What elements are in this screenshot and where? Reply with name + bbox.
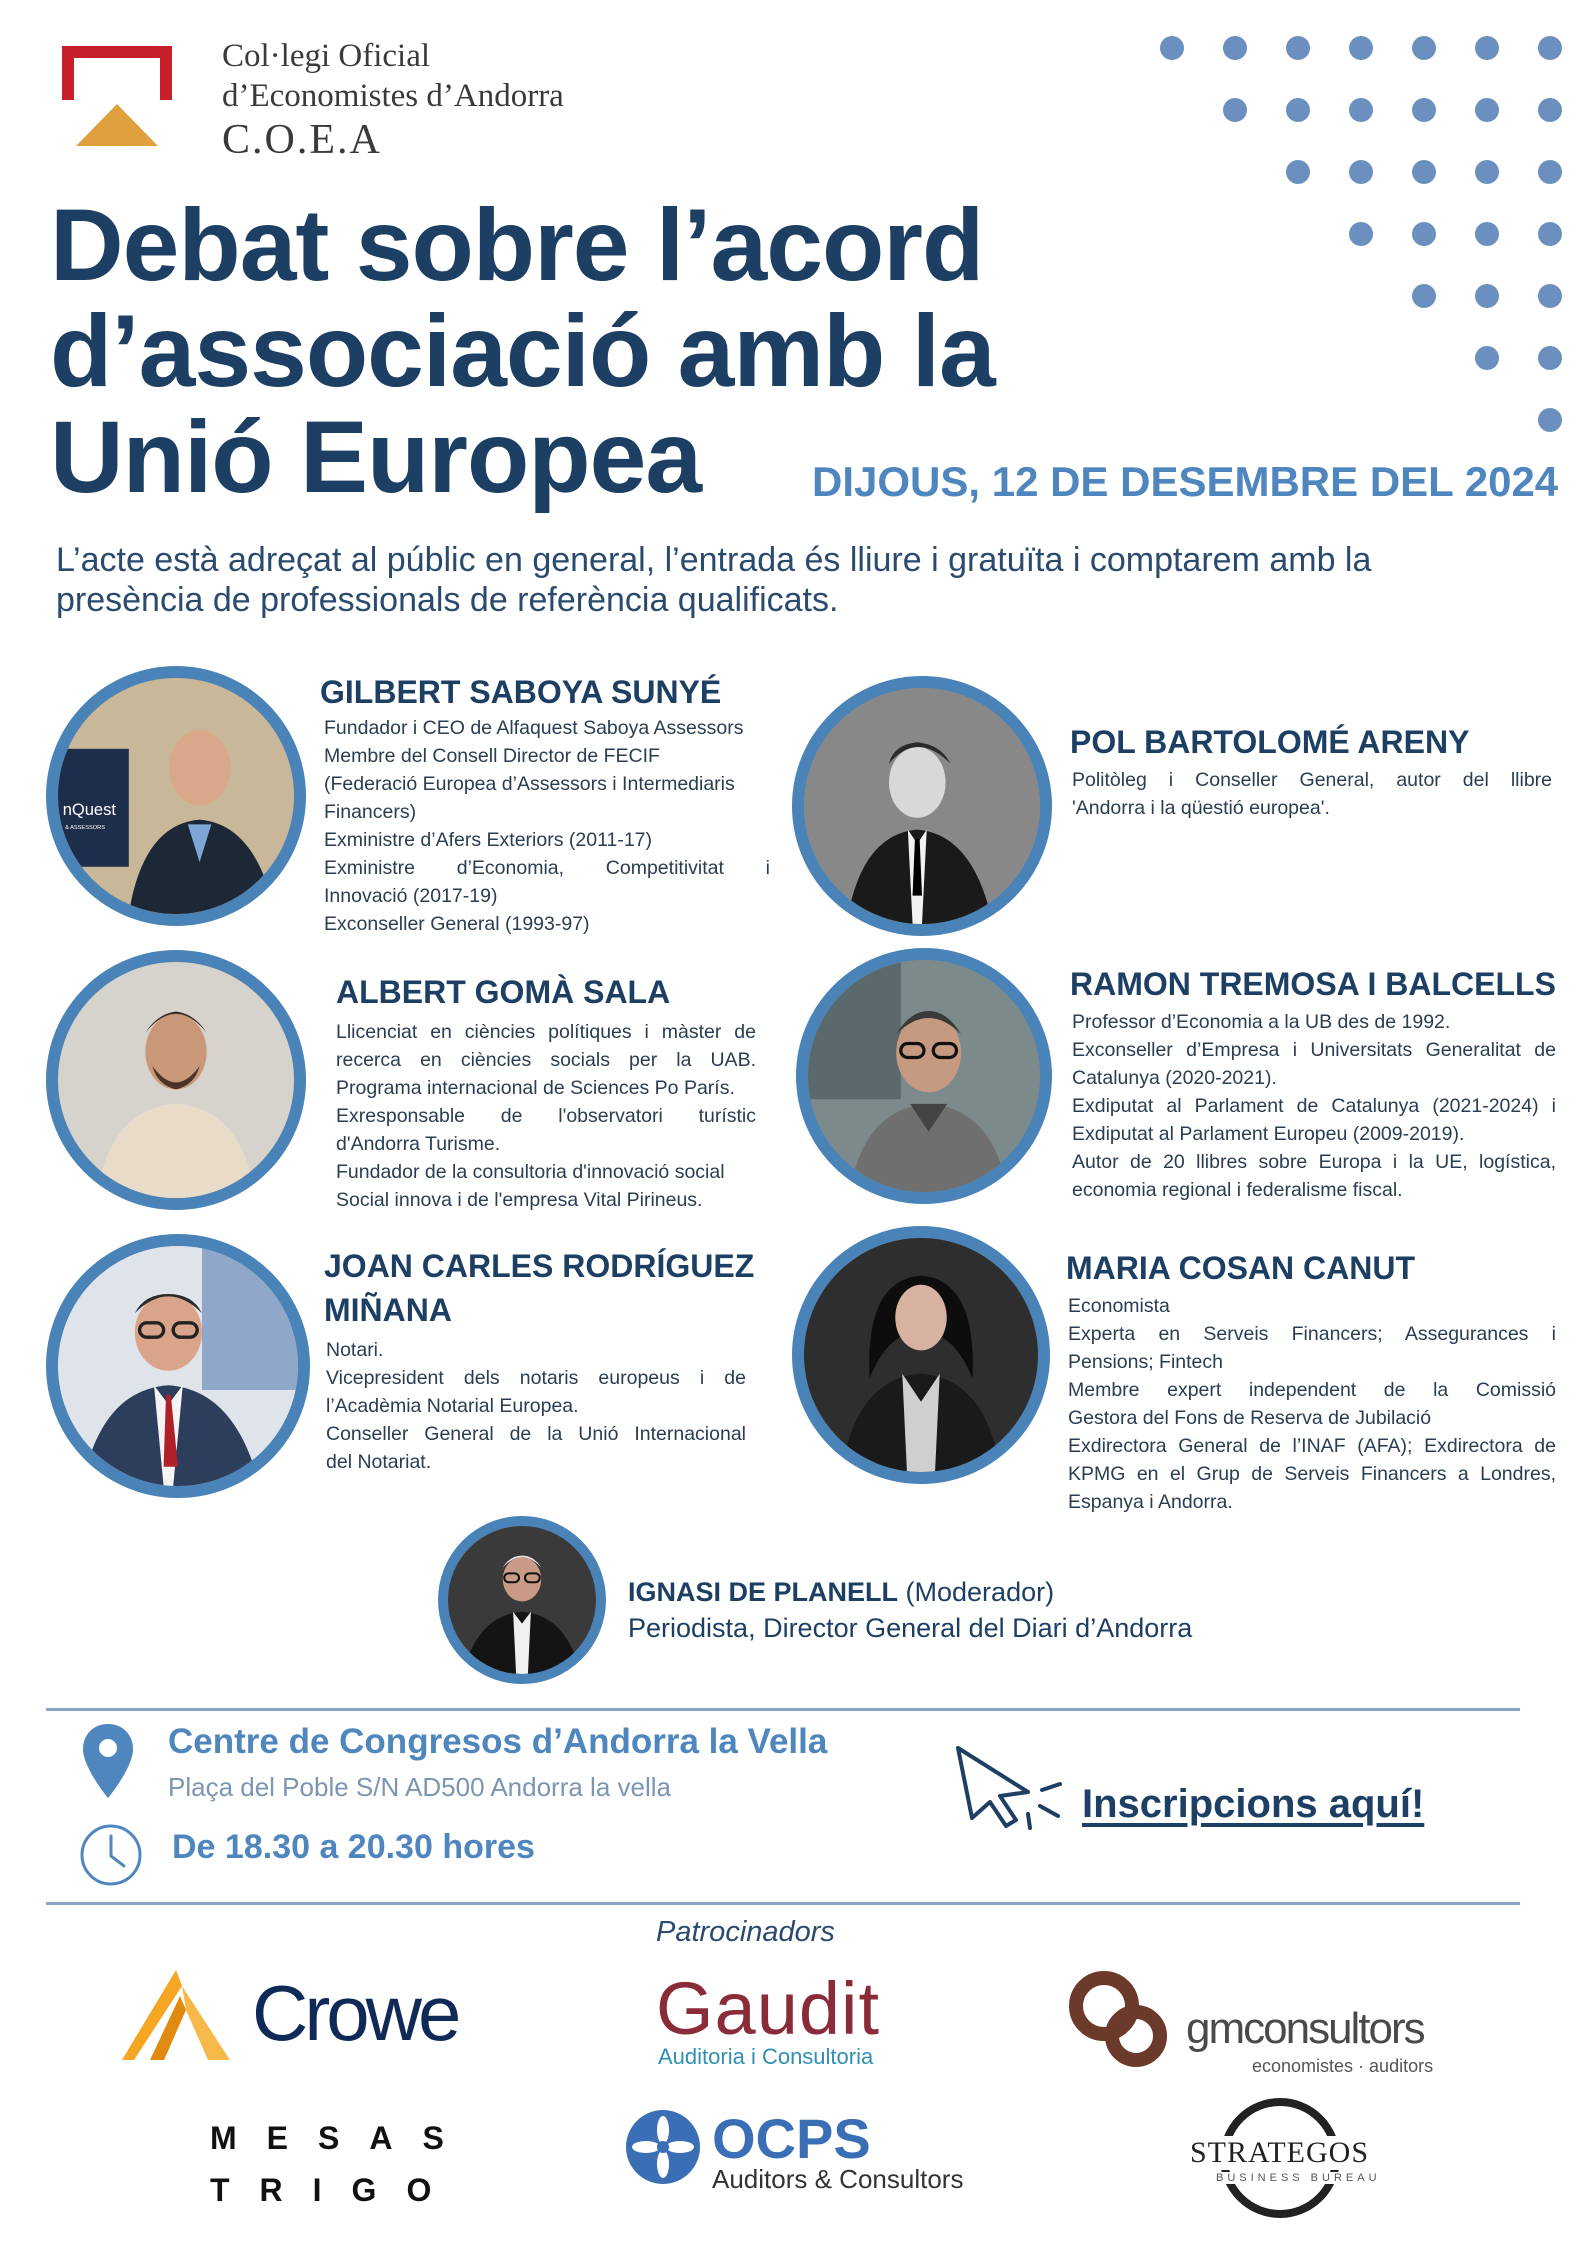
dot	[1538, 222, 1562, 246]
bio-line: Innovació (2017-19)	[324, 885, 498, 907]
dot	[1538, 98, 1562, 122]
speaker-name-joan-carles	[324, 1244, 754, 1332]
speaker-bio-joan-carles	[326, 1336, 746, 1476]
sponsor-ocps-tagline: Auditors & Consultors	[712, 2164, 964, 2194]
coea-logo-text	[222, 36, 564, 164]
photo-banner-text: nQuest	[62, 800, 116, 819]
location-pin-icon	[80, 1722, 136, 1800]
sponsor-gaudit-tagline: Auditoria i Consultoria	[658, 2044, 874, 2069]
bio-line: Programa internacional de Sciences Po París.	[336, 1077, 735, 1099]
speaker-name-pol: POL BARTOLOMÉ ARENY	[1070, 724, 1470, 760]
org-name-line1: Col·legi Oficial	[222, 38, 431, 74]
speaker-bio-pol	[1072, 766, 1552, 822]
dot	[1475, 98, 1499, 122]
bio-line: Economista	[1068, 1295, 1170, 1317]
dot	[1160, 36, 1184, 60]
registration-link[interactable]: Inscripcions aquí!	[1082, 1782, 1425, 1826]
speaker-bio-gilbert	[324, 714, 770, 938]
dot	[1349, 160, 1373, 184]
title-line3: Unió Europea	[50, 400, 702, 514]
speaker-name-albert: ALBERT GOMÀ SALA	[336, 974, 671, 1010]
speaker-photo-joan-carles	[46, 1234, 310, 1498]
bio-line: Fundador i CEO de Alfaquest Saboya Assessors	[324, 717, 744, 739]
speaker-photo-ramon	[796, 948, 1052, 1204]
bio-line: Exministre d’Afers Exteriors (2011-17)	[324, 829, 652, 851]
bio-line: Financers)	[324, 801, 417, 823]
sponsor-gaudit: Gaudit	[656, 1967, 881, 2050]
dot	[1349, 222, 1373, 246]
moderator-role-tag: (Moderador)	[905, 1577, 1055, 1607]
intro-line2: presència de professionals de referència qualificats.	[56, 581, 839, 619]
bio-line: Autor de 20 llibres sobre Europa i la UE, logística,	[1072, 1151, 1556, 1173]
speaker-photo-albert	[46, 950, 306, 1210]
bio-line: Fundador de la consultoria d'innovació social	[336, 1161, 725, 1183]
divider-bottom	[46, 1902, 1520, 1905]
bio-line: (Federació Europea d’Assessors i Intermediaris	[324, 773, 735, 795]
photo-banner-subtext: & ASSESSORS	[65, 825, 106, 832]
org-acronym: C.O.E.A	[222, 117, 382, 163]
dot	[1412, 98, 1436, 122]
bio-line: l’Acadèmia Notarial Europea.	[326, 1395, 579, 1417]
bio-line: Membre expert independent de la Comissió	[1068, 1379, 1556, 1401]
bio-line: Gestora del Fons de Reserva de Jubilació	[1068, 1407, 1432, 1429]
speaker-bio-albert	[336, 1018, 756, 1214]
sponsor-mesas-trigo	[210, 2112, 474, 2216]
name-line1: JOAN CARLES RODRÍGUEZ	[324, 1248, 755, 1284]
dot	[1538, 36, 1562, 60]
bio-line: Llicenciat en ciències polítiques i màster de	[336, 1021, 756, 1043]
speaker-name-ramon: RAMON TREMOSA I BALCELLS	[1070, 966, 1556, 1002]
bio-line: economia regional i federalisme fiscal.	[1072, 1179, 1403, 1201]
crowe-logo-icon	[120, 1966, 232, 2062]
dot	[1349, 98, 1373, 122]
bio-line: 'Andorra i la qüestió europea'.	[1072, 797, 1330, 819]
clock-icon	[78, 1822, 144, 1888]
bio-line: KPMG en el Grup de Serveis Financers a Londres,	[1068, 1463, 1556, 1485]
dot	[1475, 222, 1499, 246]
bio-line: d'Andorra Turisme.	[336, 1133, 501, 1155]
title-line2: d’associació amb la	[50, 294, 995, 408]
dot	[1412, 284, 1436, 308]
bio-line: Pensions; Fintech	[1068, 1351, 1224, 1373]
moderator-photo	[438, 1516, 606, 1684]
dot	[1412, 36, 1436, 60]
sponsor-gmconsultors: gmconsultors	[1186, 2004, 1424, 2053]
bio-line: Espanya i Andorra.	[1068, 1491, 1233, 1513]
speaker-name-maria: MARIA COSAN CANUT	[1066, 1250, 1416, 1286]
bio-line: Exministre d’Economia, Competitivitat i	[324, 857, 770, 879]
sponsor-gmconsultors-tagline: economistes · auditors	[1252, 2056, 1434, 2076]
speaker-bio-maria	[1068, 1292, 1556, 1516]
dot	[1475, 160, 1499, 184]
sponsors-heading: Patrocinadors	[656, 1916, 835, 1948]
ocps-logo-icon	[624, 2108, 702, 2186]
event-date: DIJOUS, 12 DE DESEMBRE DEL 2024	[812, 458, 1559, 505]
title-line1: Debat sobre l’acord	[50, 188, 984, 302]
bio-line: Exdirectora General de l’INAF (AFA); Exdirectora de	[1068, 1435, 1556, 1457]
speaker-photo-pol	[792, 676, 1052, 936]
sponsor-strategos: STRATEGOS	[1186, 2136, 1373, 2170]
gmconsultors-logo-icon	[1064, 1966, 1176, 2074]
cursor-click-icon	[950, 1740, 1070, 1830]
dot	[1223, 36, 1247, 60]
dot	[1412, 160, 1436, 184]
bio-line: Exdiputat al Parlament de Catalunya (2021-2024) i	[1072, 1095, 1556, 1117]
speaker-bio-ramon	[1072, 1008, 1556, 1204]
bio-line: del Notariat.	[326, 1451, 432, 1473]
dot	[1286, 160, 1310, 184]
bio-line: Membre del Consell Director de FECIF	[324, 745, 660, 767]
dot	[1538, 408, 1562, 432]
speaker-name-gilbert: GILBERT SABOYA SUNYÉ	[320, 674, 722, 710]
dot	[1349, 36, 1373, 60]
moderator-name	[628, 1574, 1054, 1610]
dot	[1286, 36, 1310, 60]
bio-line: Exconseller General (1993-97)	[324, 913, 590, 935]
dot	[1538, 284, 1562, 308]
mesas-line2: TRIGO	[210, 2172, 462, 2208]
bio-line: Notari.	[326, 1339, 384, 1361]
dot	[1475, 346, 1499, 370]
bio-line: Vicepresident dels notaris europeus i de	[326, 1367, 746, 1389]
venue-address: Plaça del Poble S/N AD500 Andorra la vella	[168, 1772, 671, 1802]
speaker-photo-maria	[792, 1226, 1050, 1484]
venue-name: Centre de Congresos d’Andorra la Vella	[168, 1722, 828, 1761]
org-name-line2: d’Economistes d’Andorra	[222, 78, 564, 114]
dot	[1223, 98, 1247, 122]
sponsor-ocps: OCPS	[712, 2107, 871, 2170]
dot	[1286, 98, 1310, 122]
bio-line: Politòleg i Conseller General, autor del llibre	[1072, 769, 1552, 791]
bio-line: Exdiputat al Parlament Europeu (2009-2019).	[1072, 1123, 1465, 1145]
bio-line: Professor d’Economia a la UB des de 1992.	[1072, 1011, 1451, 1033]
event-hours: De 18.30 a 20.30 hores	[172, 1828, 535, 1866]
sponsor-strategos-tagline: BUSINESS BUREAU	[1212, 2172, 1385, 2184]
bio-line: Catalunya (2020-2021).	[1072, 1067, 1277, 1089]
sponsor-crowe: Crowe	[252, 1969, 458, 2057]
intro-text	[56, 540, 1536, 620]
bio-line: recerca en ciències socials per la UAB.	[336, 1049, 756, 1071]
bio-line: Exconseller d’Empresa i Universitats Generalitat de	[1072, 1039, 1556, 1061]
moderator-name-strong: IGNASI DE PLANELL	[628, 1577, 899, 1607]
bio-line: Exresponsable de l'observatori turístic	[336, 1105, 756, 1127]
moderator-description: Periodista, Director General del Diari d’Andorra	[628, 1613, 1193, 1643]
dot	[1538, 160, 1562, 184]
name-line2: MIÑANA	[324, 1292, 452, 1328]
speaker-photo-gilbert	[46, 666, 306, 926]
intro-line1: L’acte està adreçat al públic en general, l’entrada és lliure i gratuïta i comptarem amb la	[56, 541, 1372, 579]
bio-line: Social innova i de l'empresa Vital Pirineus.	[336, 1189, 703, 1211]
bio-line: Experta en Serveis Financers; Assegurances i	[1068, 1323, 1556, 1345]
dot	[1475, 36, 1499, 60]
divider-top	[46, 1708, 1520, 1711]
mesas-line1: MESAS	[210, 2120, 474, 2156]
bio-line: Conseller General de la Unió Internacional	[326, 1423, 746, 1445]
coea-logo-mark	[58, 42, 176, 154]
dot	[1412, 222, 1436, 246]
dot	[1538, 346, 1562, 370]
dot	[1475, 284, 1499, 308]
